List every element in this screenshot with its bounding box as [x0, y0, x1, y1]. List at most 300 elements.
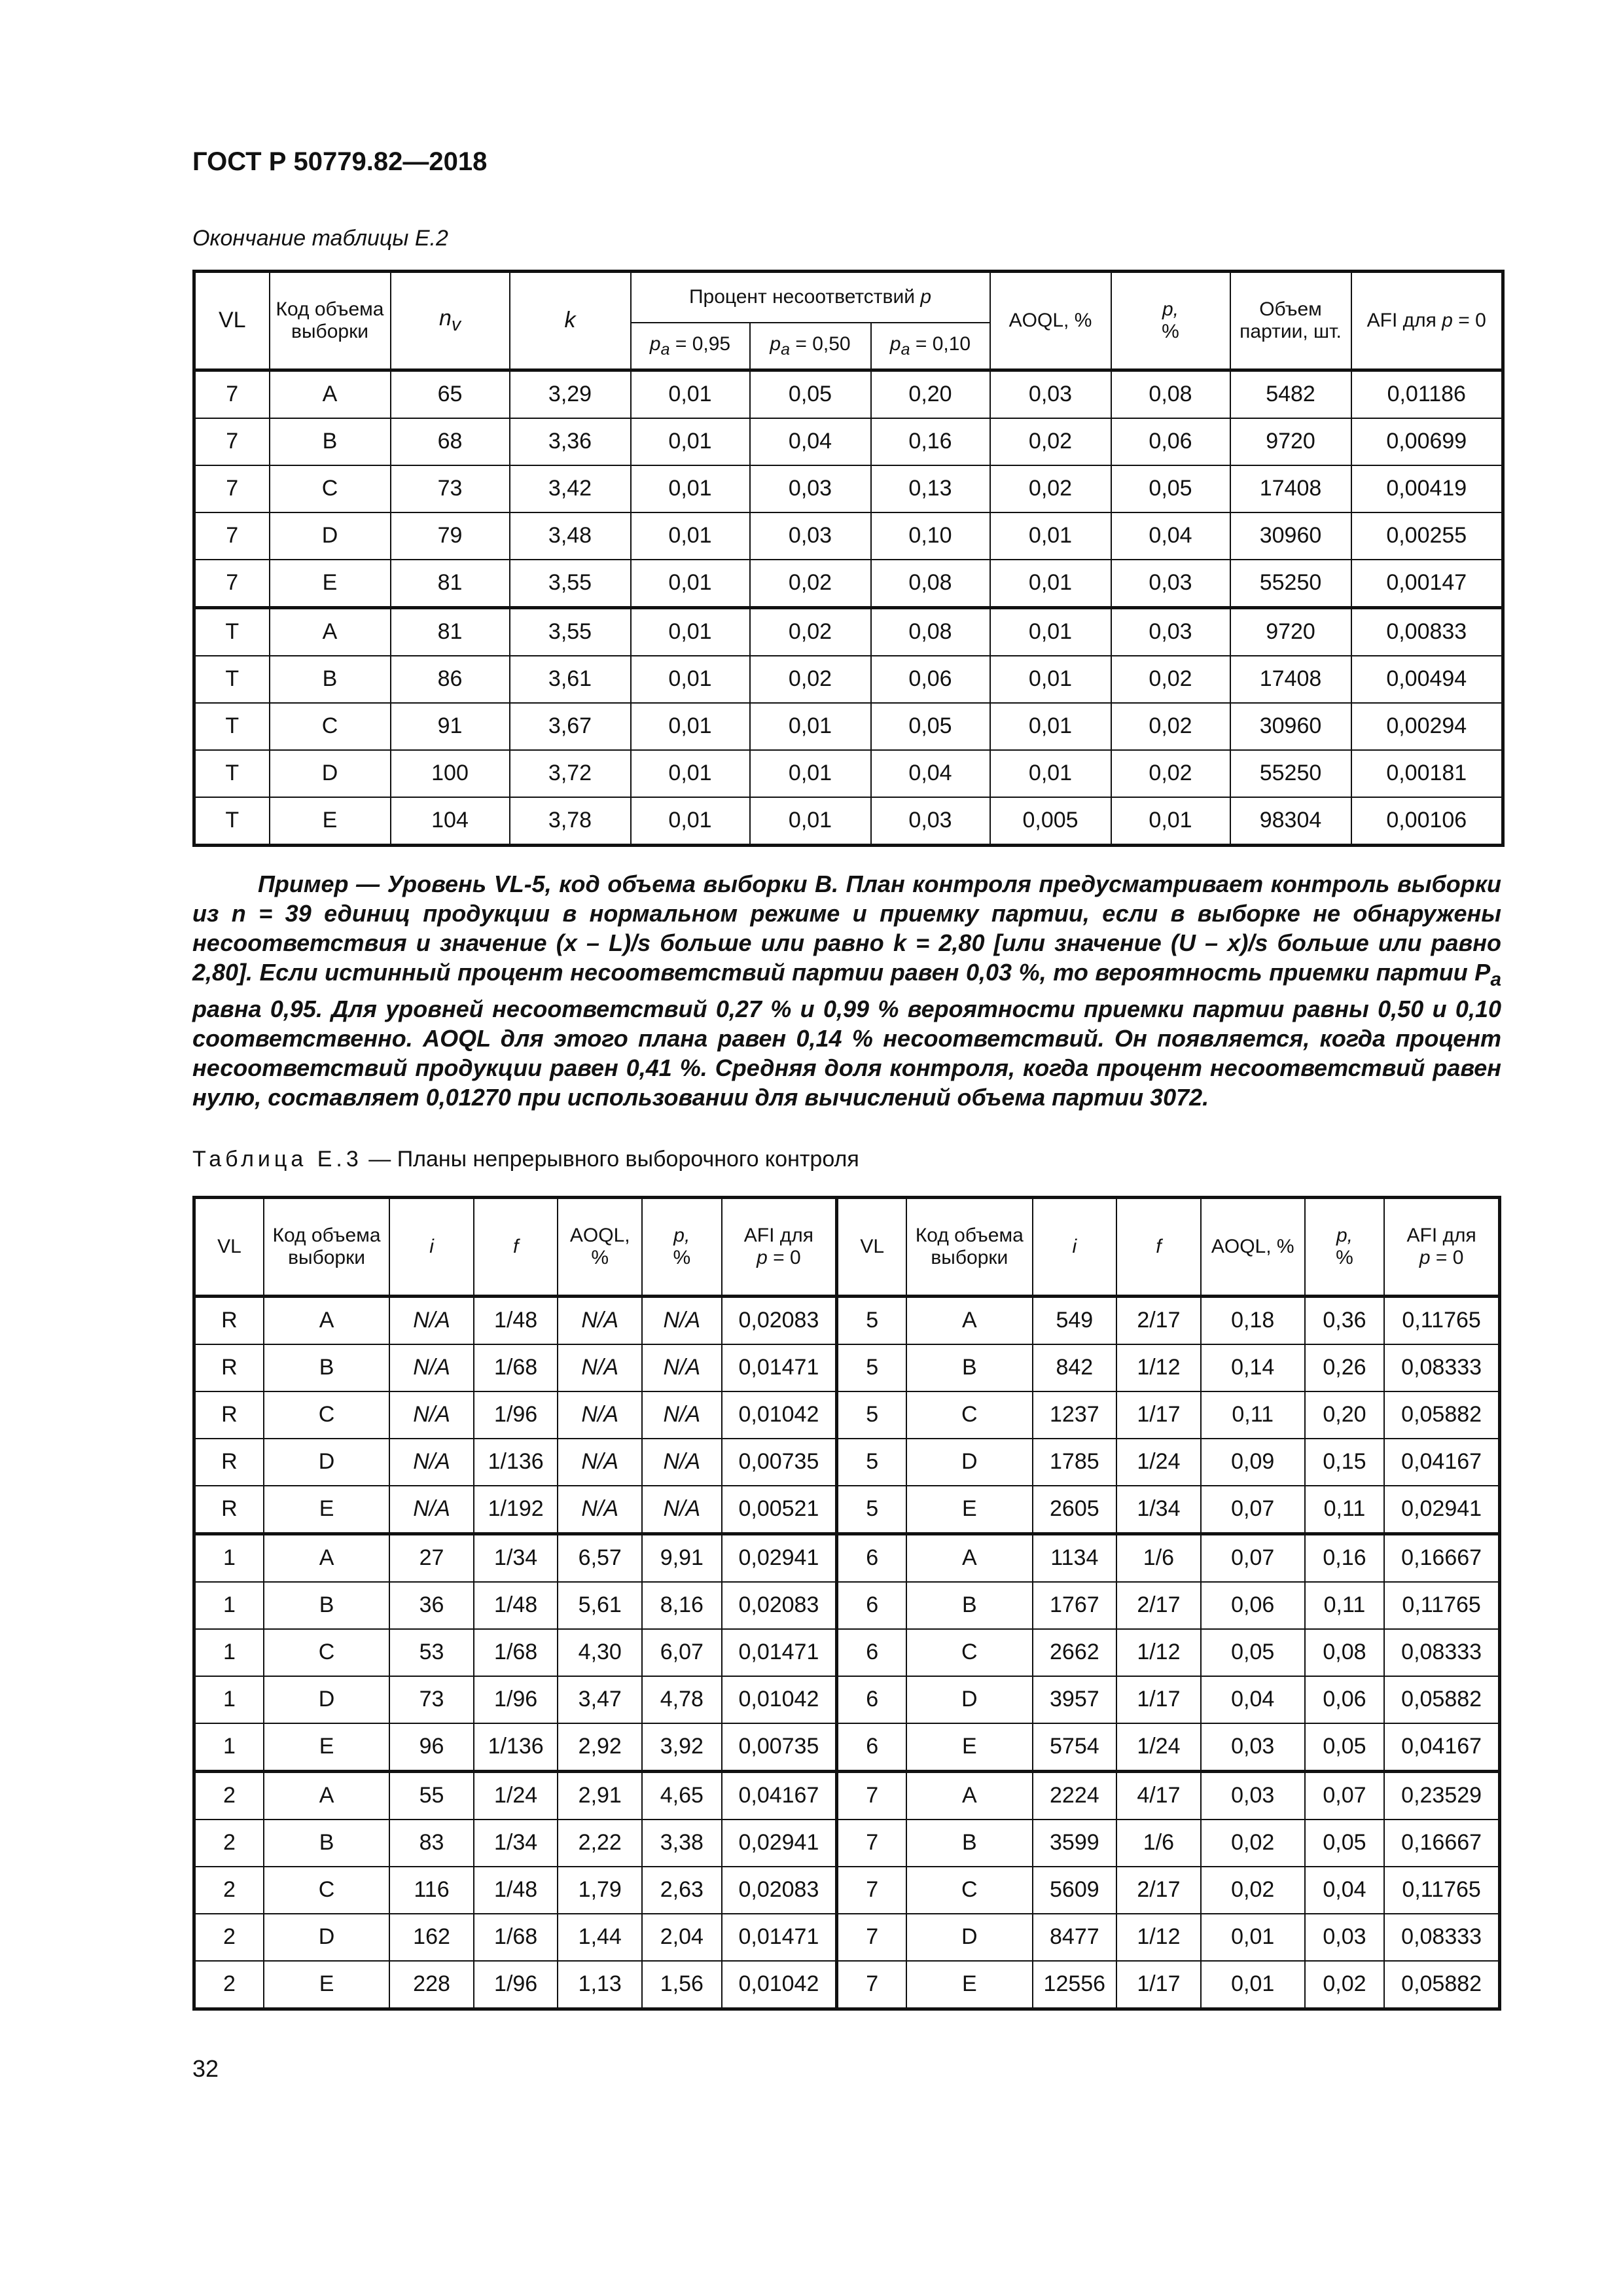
- table-cell: B: [264, 1344, 389, 1391]
- table-cell: D: [270, 750, 391, 797]
- table-e3-caption: Таблица Е.3 — Планы непрерывного выборочного контроля: [192, 1147, 859, 1172]
- table-cell: 0,16: [871, 418, 990, 465]
- table-cell: 0,08: [1111, 370, 1230, 419]
- table-cell: A: [264, 1297, 389, 1345]
- table-cell: 0,00494: [1351, 656, 1503, 703]
- table-cell: 98304: [1230, 797, 1351, 846]
- table-cell: C: [264, 1867, 389, 1914]
- table-cell: 1785: [1033, 1439, 1117, 1486]
- table-cell: 0,01471: [722, 1914, 837, 1961]
- col-k: k: [510, 272, 631, 370]
- table-cell: N/A: [389, 1344, 474, 1391]
- table-cell: 1/17: [1116, 1391, 1201, 1439]
- table-row: [194, 1582, 1500, 1629]
- table-cell: 0,00255: [1351, 512, 1503, 560]
- table-cell: A: [906, 1534, 1032, 1583]
- table-cell: 0,02: [1305, 1961, 1385, 2009]
- table-cell: 68: [391, 418, 510, 465]
- table-cell: T: [194, 656, 270, 703]
- table-cell: 1/96: [474, 1391, 558, 1439]
- table-cell: 5609: [1033, 1867, 1117, 1914]
- table-cell: C: [906, 1629, 1032, 1676]
- table-cell: 5754: [1033, 1723, 1117, 1772]
- table-cell: 17408: [1230, 465, 1351, 512]
- table-cell: 0,03: [871, 797, 990, 846]
- table-cell: 0,15: [1305, 1439, 1385, 1486]
- table-row: [194, 608, 1503, 656]
- table-cell: 0,08: [1305, 1629, 1385, 1676]
- table-cell: D: [264, 1676, 389, 1723]
- table-cell: 0,01: [631, 465, 750, 512]
- table-cell: 5: [837, 1391, 906, 1439]
- table-cell: 0,02941: [722, 1534, 837, 1583]
- col-sample-code: Код объема выборки: [270, 272, 391, 370]
- col-p-right: p, %: [1305, 1198, 1385, 1297]
- page-number: 32: [192, 2055, 219, 2082]
- table-cell: 228: [389, 1961, 474, 2009]
- table-cell: 0,02083: [722, 1297, 837, 1345]
- table-cell: C: [264, 1629, 389, 1676]
- table-cell: 4/17: [1116, 1772, 1201, 1820]
- table-cell: 1237: [1033, 1391, 1117, 1439]
- table-cell: 100: [391, 750, 510, 797]
- table-row: [194, 1723, 1500, 1772]
- table-cell: 4,30: [558, 1629, 642, 1676]
- table-row: [194, 1629, 1500, 1676]
- table-cell: E: [270, 560, 391, 608]
- table-cell: A: [906, 1297, 1032, 1345]
- col-lot-size: Объем партии, шт.: [1230, 272, 1351, 370]
- table-cell: 7: [837, 1961, 906, 2009]
- table-cell: 2,04: [642, 1914, 722, 1961]
- table-cell: N/A: [558, 1439, 642, 1486]
- table-cell: 3,72: [510, 750, 631, 797]
- table-cell: 0,02: [750, 608, 871, 656]
- table-cell: 0,03: [1305, 1914, 1385, 1961]
- table-cell: E: [270, 797, 391, 846]
- table-cell: 0,00419: [1351, 465, 1503, 512]
- table-cell: N/A: [642, 1439, 722, 1486]
- table-row: [194, 656, 1503, 703]
- table-cell: T: [194, 703, 270, 750]
- table-cell: 0,00294: [1351, 703, 1503, 750]
- table-cell: 0,01: [631, 656, 750, 703]
- table-cell: 0,11765: [1384, 1297, 1499, 1345]
- table-cell: 0,18: [1201, 1297, 1305, 1345]
- table-cell: 0,02083: [722, 1582, 837, 1629]
- table-cell: D: [906, 1676, 1032, 1723]
- table-cell: 0,04167: [722, 1772, 837, 1820]
- table-row: [194, 750, 1503, 797]
- table-cell: 0,04: [1111, 512, 1230, 560]
- table-cell: 0,02: [1111, 703, 1230, 750]
- table-cell: 1/34: [1116, 1486, 1201, 1534]
- table-cell: 0,03: [750, 465, 871, 512]
- table-cell: 0,005: [990, 797, 1111, 846]
- table-cell: 0,23529: [1384, 1772, 1499, 1820]
- table-cell: 0,01: [1201, 1914, 1305, 1961]
- table-cell: 5: [837, 1344, 906, 1391]
- table-cell: 0,00106: [1351, 797, 1503, 846]
- table-cell: 2: [194, 1867, 264, 1914]
- table-cell: 3,92: [642, 1723, 722, 1772]
- table-cell: 0,05: [1305, 1723, 1385, 1772]
- table-cell: 0,02941: [1384, 1486, 1499, 1534]
- table-cell: 1/12: [1116, 1344, 1201, 1391]
- table-cell: R: [194, 1391, 264, 1439]
- table-cell: 1/96: [474, 1676, 558, 1723]
- table-cell: T: [194, 608, 270, 656]
- table-cell: B: [906, 1582, 1032, 1629]
- table-cell: 7: [194, 370, 270, 419]
- table-cell: A: [264, 1534, 389, 1583]
- table-cell: N/A: [389, 1391, 474, 1439]
- table-cell: 3,55: [510, 608, 631, 656]
- table-cell: C: [264, 1391, 389, 1439]
- table-cell: N/A: [642, 1391, 722, 1439]
- table-cell: 0,11: [1305, 1486, 1385, 1534]
- table-cell: 3957: [1033, 1676, 1117, 1723]
- table-cell: 0,13: [871, 465, 990, 512]
- table-cell: 2/17: [1116, 1297, 1201, 1345]
- table-cell: 7: [837, 1914, 906, 1961]
- table-cell: C: [270, 703, 391, 750]
- table-cell: 7: [194, 512, 270, 560]
- table-cell: 0,01042: [722, 1391, 837, 1439]
- table-cell: 0,00735: [722, 1723, 837, 1772]
- table-cell: B: [906, 1344, 1032, 1391]
- table-row: [194, 370, 1503, 419]
- col-p-left: p, %: [642, 1198, 722, 1297]
- table-cell: 0,04: [1201, 1676, 1305, 1723]
- table-cell: E: [264, 1486, 389, 1534]
- table-cell: 1/24: [1116, 1439, 1201, 1486]
- table-cell: 5,61: [558, 1582, 642, 1629]
- col-pa-010: $p_a = 0,10$: [871, 323, 990, 370]
- table-cell: 81: [391, 560, 510, 608]
- table-row: [194, 1344, 1500, 1391]
- table-cell: 96: [389, 1723, 474, 1772]
- table-cell: 8,16: [642, 1582, 722, 1629]
- table-row: [194, 703, 1503, 750]
- table-cell: 0,16667: [1384, 1534, 1499, 1583]
- table-cell: 0,01: [631, 418, 750, 465]
- col-aoql-right: AOQL, %: [1201, 1198, 1305, 1297]
- table-cell: 2,91: [558, 1772, 642, 1820]
- table-cell: 1: [194, 1582, 264, 1629]
- table-cell: 1/6: [1116, 1534, 1201, 1583]
- table-cell: 0,07: [1201, 1486, 1305, 1534]
- table-cell: 1/192: [474, 1486, 558, 1534]
- table-cell: 0,01: [631, 370, 750, 419]
- table-cell: 0,10: [871, 512, 990, 560]
- table-cell: 0,02: [750, 560, 871, 608]
- table-cell: 0,02941: [722, 1820, 837, 1867]
- table-cell: 0,01: [631, 797, 750, 846]
- table-cell: 2662: [1033, 1629, 1117, 1676]
- col-code-left: Код объема выборки: [264, 1198, 389, 1297]
- table-row: [194, 1772, 1500, 1820]
- table-cell: 7: [837, 1820, 906, 1867]
- table-cell: 3,55: [510, 560, 631, 608]
- table-cell: 0,05882: [1384, 1676, 1499, 1723]
- table-cell: A: [270, 608, 391, 656]
- col-i-left: i: [389, 1198, 474, 1297]
- table-cell: 55250: [1230, 560, 1351, 608]
- table-cell: 0,04167: [1384, 1723, 1499, 1772]
- table-cell: D: [264, 1439, 389, 1486]
- table-cell: 0,01: [631, 703, 750, 750]
- col-p: p, %: [1111, 272, 1230, 370]
- table-cell: 2,22: [558, 1820, 642, 1867]
- table-cell: 17408: [1230, 656, 1351, 703]
- table-cell: 73: [389, 1676, 474, 1723]
- table-cell: 0,26: [1305, 1344, 1385, 1391]
- table-cell: 6,07: [642, 1629, 722, 1676]
- table-cell: 55250: [1230, 750, 1351, 797]
- table-cell: B: [906, 1820, 1032, 1867]
- table-cell: 1/96: [474, 1961, 558, 2009]
- table-cell: B: [264, 1820, 389, 1867]
- table-cell: 2,63: [642, 1867, 722, 1914]
- table-cell: 2/17: [1116, 1867, 1201, 1914]
- table-cell: 0,01: [750, 750, 871, 797]
- table-cell: 1,44: [558, 1914, 642, 1961]
- table-cell: E: [906, 1486, 1032, 1534]
- table-cell: 0,05: [871, 703, 990, 750]
- table-cell: 549: [1033, 1297, 1117, 1345]
- table-cell: 1/24: [1116, 1723, 1201, 1772]
- table-cell: 0,03: [1111, 560, 1230, 608]
- table-cell: A: [906, 1772, 1032, 1820]
- table-cell: D: [270, 512, 391, 560]
- table-cell: 1/136: [474, 1439, 558, 1486]
- table-cell: 0,01: [1111, 797, 1230, 846]
- table-row: [194, 1676, 1500, 1723]
- table-row: [194, 1297, 1500, 1345]
- col-vl: VL: [194, 272, 270, 370]
- table-cell: 0,03: [1201, 1723, 1305, 1772]
- col-afi-left: AFI для p = 0: [722, 1198, 837, 1297]
- table-cell: 0,02083: [722, 1867, 837, 1914]
- table-cell: N/A: [642, 1344, 722, 1391]
- table-cell: 27: [389, 1534, 474, 1583]
- table-cell: 0,07: [1201, 1534, 1305, 1583]
- table-cell: 3,61: [510, 656, 631, 703]
- col-i-right: i: [1033, 1198, 1117, 1297]
- table-cell: 65: [391, 370, 510, 419]
- table-cell: 1/48: [474, 1297, 558, 1345]
- table-cell: 1767: [1033, 1582, 1117, 1629]
- col-vl-right: VL: [837, 1198, 906, 1297]
- table-cell: 5482: [1230, 370, 1351, 419]
- table-cell: R: [194, 1297, 264, 1345]
- table-cell: 0,02: [1201, 1867, 1305, 1914]
- table-cell: 1/17: [1116, 1961, 1201, 2009]
- table-cell: C: [906, 1391, 1032, 1439]
- table-cell: 73: [391, 465, 510, 512]
- table-cell: 0,11765: [1384, 1867, 1499, 1914]
- table-cell: A: [270, 370, 391, 419]
- table-cell: 0,02: [990, 465, 1111, 512]
- col-group-nonconforming-percent: Процент несоответствий p: [631, 272, 990, 323]
- table-cell: 1/6: [1116, 1820, 1201, 1867]
- table-cell: 0,06: [1111, 418, 1230, 465]
- table-cell: 0,14: [1201, 1344, 1305, 1391]
- table-cell: 6: [837, 1582, 906, 1629]
- table-cell: 0,01: [750, 703, 871, 750]
- table-cell: 36: [389, 1582, 474, 1629]
- table-cell: 79: [391, 512, 510, 560]
- table-cell: 0,01: [631, 750, 750, 797]
- table-row: [194, 1961, 1500, 2009]
- table-cell: 0,01: [990, 608, 1111, 656]
- table-row: [194, 797, 1503, 846]
- table-cell: 6,57: [558, 1534, 642, 1583]
- table-cell: A: [264, 1772, 389, 1820]
- table-cell: 0,01: [631, 560, 750, 608]
- table-cell: 4,65: [642, 1772, 722, 1820]
- table-row: [194, 512, 1503, 560]
- table-cell: 0,05882: [1384, 1391, 1499, 1439]
- table-cell: 0,20: [871, 370, 990, 419]
- col-f-left: f: [474, 1198, 558, 1297]
- table-cell: 3,48: [510, 512, 631, 560]
- table-cell: 0,09: [1201, 1439, 1305, 1486]
- table-cell: 0,01042: [722, 1961, 837, 2009]
- table-cell: 81: [391, 608, 510, 656]
- table-cell: 86: [391, 656, 510, 703]
- table-cell: 0,00699: [1351, 418, 1503, 465]
- table-cell: 3599: [1033, 1820, 1117, 1867]
- table-cell: E: [906, 1961, 1032, 2009]
- table-cell: 83: [389, 1820, 474, 1867]
- table-cell: B: [270, 418, 391, 465]
- table-cell: 0,01: [631, 608, 750, 656]
- col-code-right: Код объема выборки: [906, 1198, 1032, 1297]
- table-cell: 0,11: [1201, 1391, 1305, 1439]
- table-e3: [192, 1196, 1501, 2011]
- table-cell: 0,05: [1201, 1629, 1305, 1676]
- table-cell: 0,01: [1201, 1961, 1305, 2009]
- table-cell: 1,56: [642, 1961, 722, 2009]
- table-cell: 0,00147: [1351, 560, 1503, 608]
- table-cell: 1/68: [474, 1344, 558, 1391]
- table-cell: 1: [194, 1629, 264, 1676]
- table-cell: 0,03: [990, 370, 1111, 419]
- table-cell: 0,16: [1305, 1534, 1385, 1583]
- table-cell: 0,01: [990, 703, 1111, 750]
- table-cell: 6: [837, 1534, 906, 1583]
- table-cell: 0,03: [1111, 608, 1230, 656]
- table-cell: 0,04167: [1384, 1439, 1499, 1486]
- table-cell: 0,05882: [1384, 1961, 1499, 2009]
- table-cell: 162: [389, 1914, 474, 1961]
- table-cell: T: [194, 750, 270, 797]
- col-pa-050: $p_a = 0,50$: [750, 323, 871, 370]
- table-cell: B: [264, 1582, 389, 1629]
- table-cell: 1: [194, 1723, 264, 1772]
- table-cell: 3,29: [510, 370, 631, 419]
- table-cell: 0,02: [1111, 750, 1230, 797]
- table-cell: 0,01: [631, 512, 750, 560]
- table-cell: 0,01471: [722, 1344, 837, 1391]
- table-cell: 0,16667: [1384, 1820, 1499, 1867]
- table-row: [194, 1486, 1500, 1534]
- table-cell: 2224: [1033, 1772, 1117, 1820]
- document-header: ГОСТ Р 50779.82—2018: [192, 147, 488, 176]
- table-cell: 0,01186: [1351, 370, 1503, 419]
- table-cell: 0,06: [1305, 1676, 1385, 1723]
- table-cell: N/A: [389, 1439, 474, 1486]
- table-cell: 0,08333: [1384, 1344, 1499, 1391]
- table-cell: E: [264, 1961, 389, 2009]
- table-cell: N/A: [558, 1486, 642, 1534]
- example-paragraph: Пример — Уровень VL-5, код объема выборки B. План контроля предусматривает контроль выборки из n = 39 единиц продукции в нормальном режиме и приемку партии, если в выборке не обнаружены несоответствия и значение (x – L)/s больше или равно k = 2,80 [или значение (U – x)/s больше или равно 2,80]. Если истинный процент несоответствий партии равен 0,03 %, то вероятность приемки партии $P_a$ равна 0,95. Для уровней несоответствий 0,27 % и 0,99 % вероятности приемки партии равны 0,50 и 0,10 соответственно. AOQL для этого плана равен 0,14 % несоответствий. Он появляется, когда процент несоответствий продукции равен 0,41 %. Средняя доля контроля, когда процент несоответствий равен нулю, составляет 0,01270 при использовании для вычислений объема партии 3072.: [192, 870, 1501, 1111]
- table-cell: 9720: [1230, 418, 1351, 465]
- table-cell: 7: [194, 560, 270, 608]
- table-cell: C: [270, 465, 391, 512]
- table-cell: 1134: [1033, 1534, 1117, 1583]
- table-cell: 1/17: [1116, 1676, 1201, 1723]
- table-cell: 2: [194, 1772, 264, 1820]
- table-cell: 0,05: [1111, 465, 1230, 512]
- table-cell: R: [194, 1486, 264, 1534]
- table-cell: 0,01: [990, 512, 1111, 560]
- table-cell: E: [906, 1723, 1032, 1772]
- table-cell: R: [194, 1439, 264, 1486]
- table-cell: 0,00181: [1351, 750, 1503, 797]
- table-cell: 0,04: [1305, 1867, 1385, 1914]
- table-cell: 0,08: [871, 608, 990, 656]
- table-cell: 7: [837, 1867, 906, 1914]
- table-cell: N/A: [558, 1297, 642, 1345]
- table-row: [194, 1867, 1500, 1914]
- table-cell: E: [264, 1723, 389, 1772]
- table-cell: 1/12: [1116, 1914, 1201, 1961]
- table-row: [194, 465, 1503, 512]
- table-cell: 91: [391, 703, 510, 750]
- table-row: [194, 1820, 1500, 1867]
- table-row: [194, 1914, 1500, 1961]
- table-e3-body: [194, 1297, 1500, 2009]
- table-cell: 1: [194, 1534, 264, 1583]
- table-cell: 1/24: [474, 1772, 558, 1820]
- table-cell: 3,47: [558, 1676, 642, 1723]
- col-pa-095: $p_a = 0,95$: [631, 323, 750, 370]
- table-cell: 0,20: [1305, 1391, 1385, 1439]
- table-cell: 0,04: [871, 750, 990, 797]
- table-row: [194, 560, 1503, 608]
- table-row: [194, 1439, 1500, 1486]
- table-cell: 0,36: [1305, 1297, 1385, 1345]
- table-cell: 30960: [1230, 512, 1351, 560]
- table-cell: 0,08: [871, 560, 990, 608]
- table-cell: 6: [837, 1676, 906, 1723]
- table-cell: 0,01042: [722, 1676, 837, 1723]
- table-cell: 0,02: [1201, 1820, 1305, 1867]
- table-cell: N/A: [558, 1344, 642, 1391]
- col-aoql-left: AOQL, %: [558, 1198, 642, 1297]
- col-afi-right: AFI для p = 0: [1384, 1198, 1499, 1297]
- table-cell: N/A: [389, 1297, 474, 1345]
- col-vl-left: VL: [194, 1198, 264, 1297]
- table-cell: 5: [837, 1439, 906, 1486]
- table-cell: 8477: [1033, 1914, 1117, 1961]
- table-cell: 0,00833: [1351, 608, 1503, 656]
- table-cell: 1/12: [1116, 1629, 1201, 1676]
- table-cell: 5: [837, 1486, 906, 1534]
